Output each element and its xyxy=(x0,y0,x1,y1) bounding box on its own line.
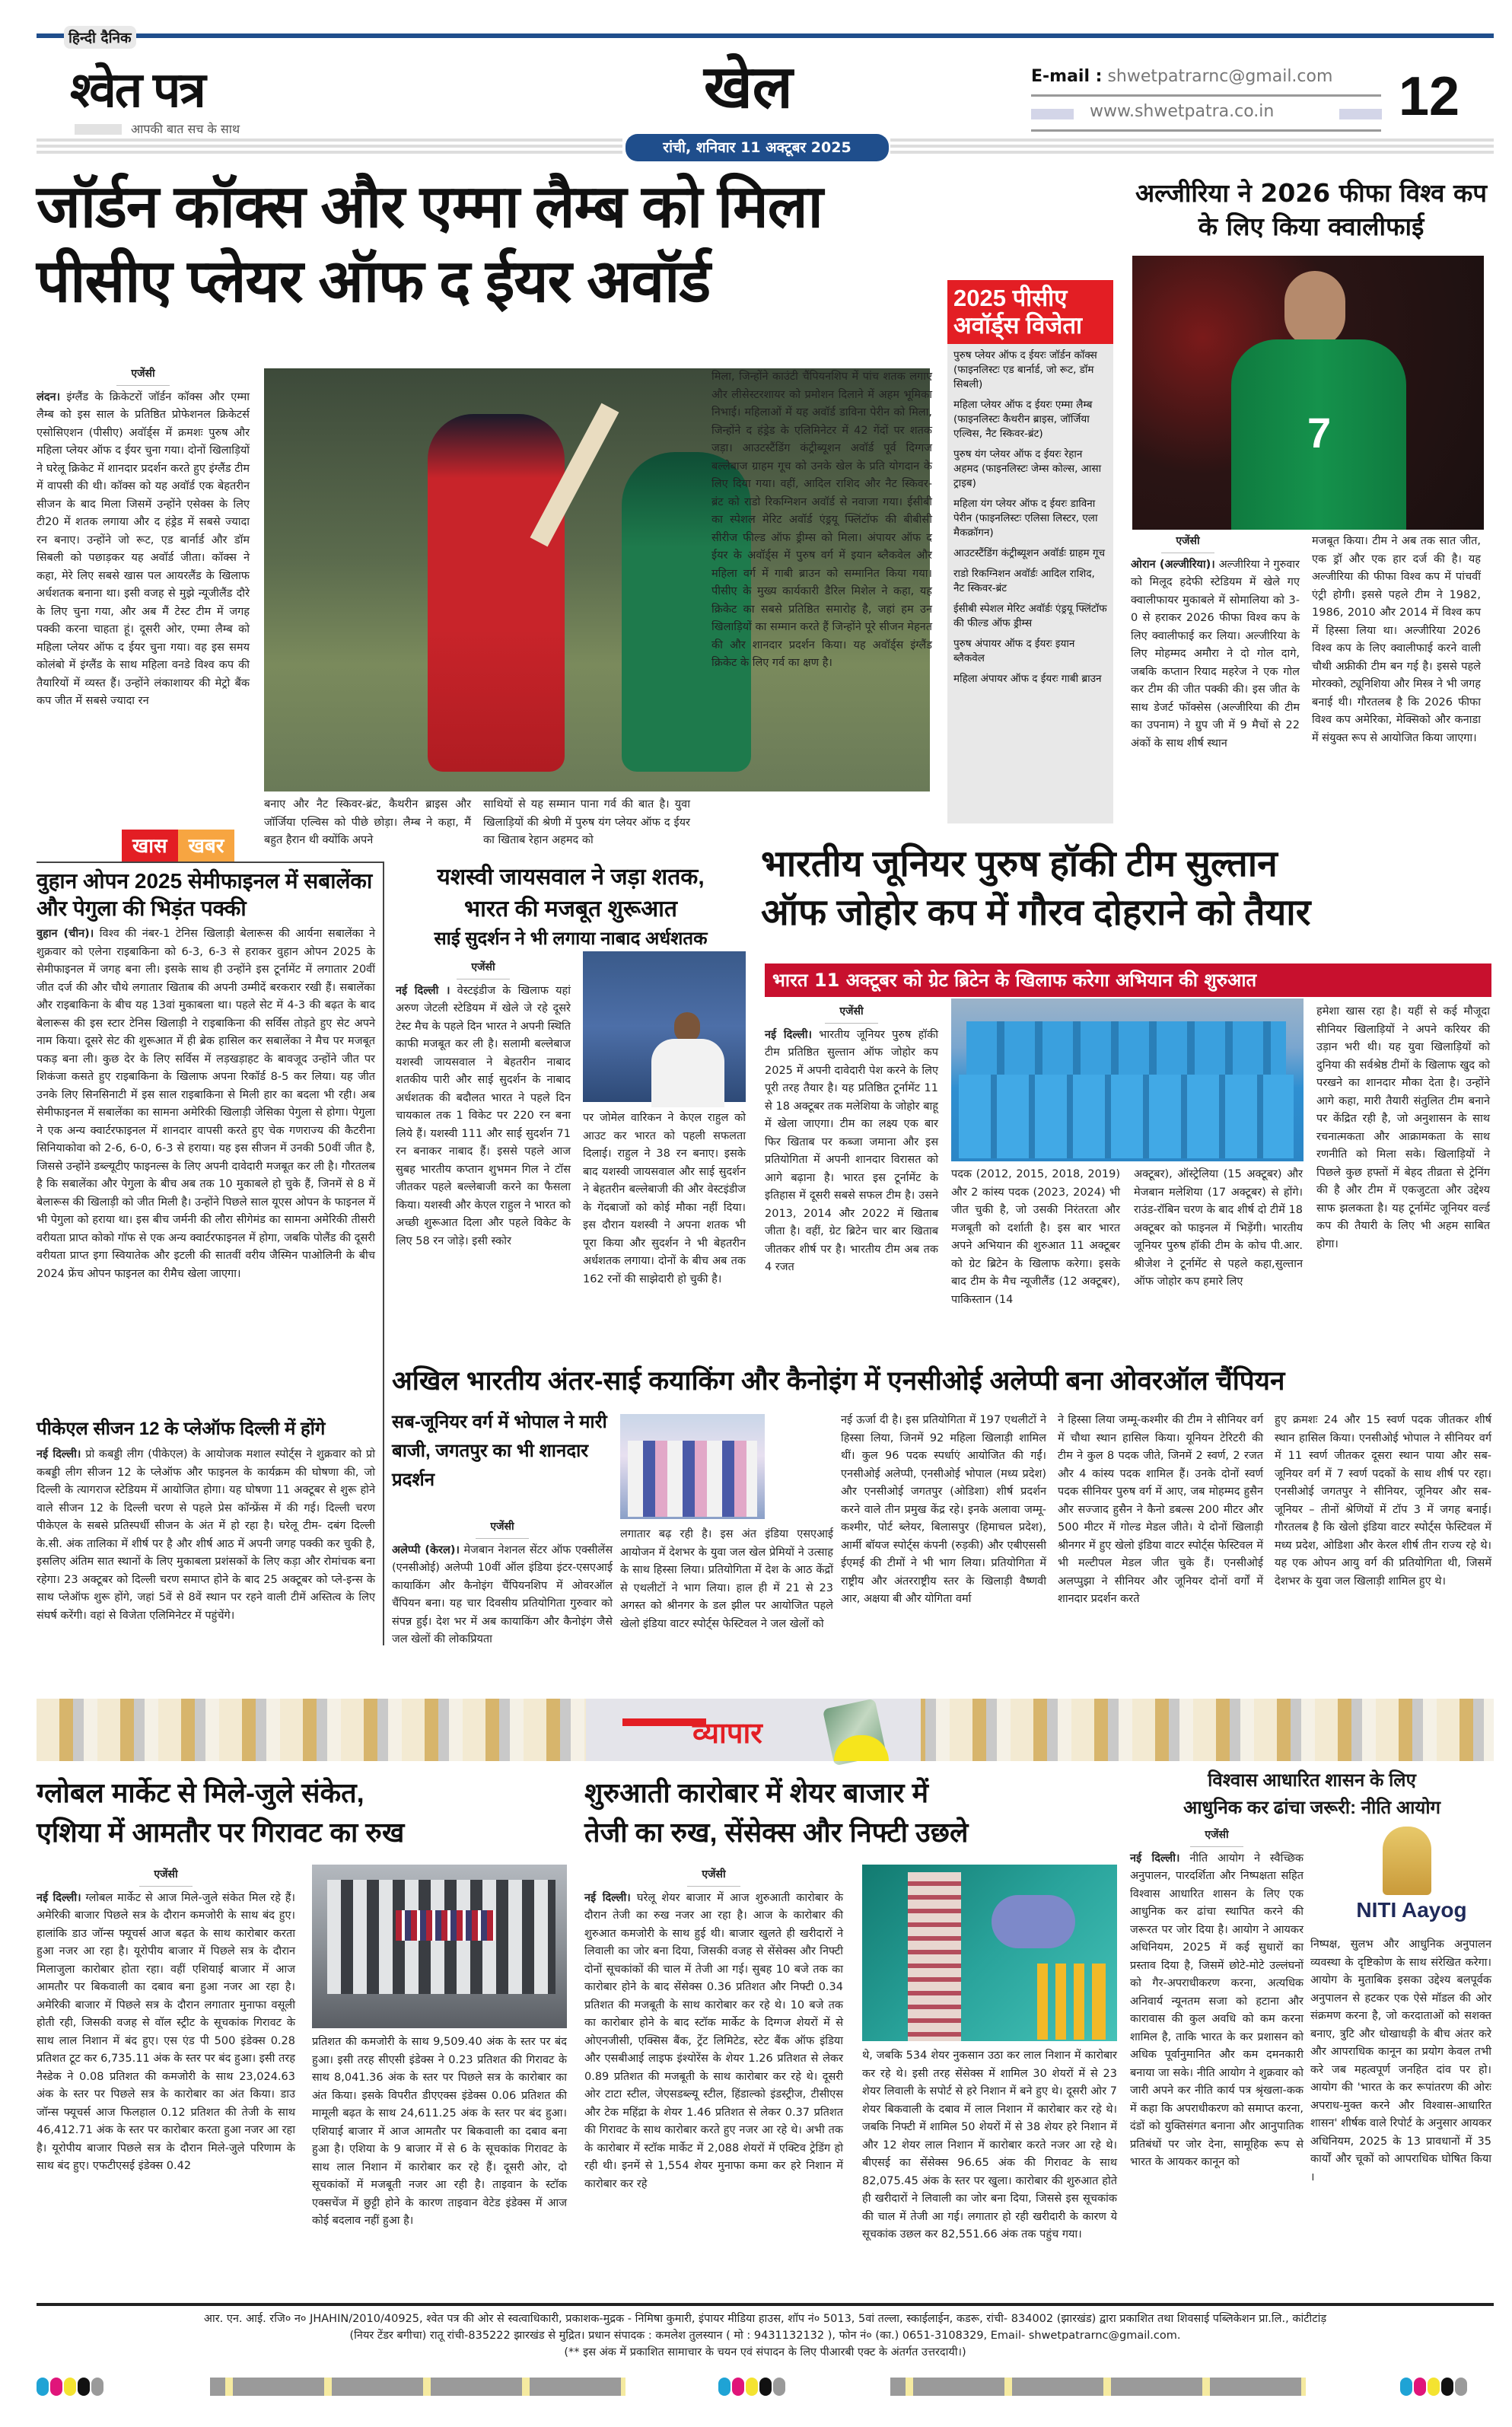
award-item: पुरुष यंग प्लेयर ऑफ द ईयरः रेहान अहमद (फाइनलिस्टः जेम्स कोल्स, आसा ट्राइब) xyxy=(953,448,1102,489)
growth-bars xyxy=(1037,1964,1106,2040)
global-market-headline-line1: ग्लोबल मार्केट से मिले-जुले संकेत, xyxy=(37,1777,364,1808)
footer-rule xyxy=(37,2303,1494,2306)
hockey-headline-line1: भारतीय जूनियर पुरुष हॉकी टीम सुल्तान xyxy=(761,844,1278,884)
niti-col2-text: निष्पक्ष, सुलभ और आधुनिक अनुपालन व्यवस्था के दृष्टिकोण के साथ संरेखित करेगा। आयोग के मुताबिक इसका उद्देश्य बलपूर्वक अनुपालन से हटकर एक ऐसे मॉडल की ओर संक्रमण करना है, जो करदाताओं को सशक्त बनाए, त्रुटि और धोखाधड़ी के बीच अंतर करे और आपराधिक कानून का प्रयोग केवल तभी करे जब महत्वपूर्ण जनहित दांव पर हो। आयोग की 'भारत के कर रूपांतरण की ओरः अपराध-मुक्त करने और विश्वास-आधारित शासन' शीर्षक वाले रिपोर्ट के अनुसार आयकर अधिनियम, 2025 के 13 प्रावधानों में 35 कार्यों और चूकों को आपराधिक घोषित किया । xyxy=(1310,1938,1491,2183)
algeria-headline: अल्जीरिया ने 2026 फीफा विश्व कप के लिए किया क्वालीफाई xyxy=(1135,178,1488,241)
kayak-col2-text: लगातार बढ़ रही है। इस अंत इंडिया एसएआई आयोजन में देशभर के युवा जल खेल प्रेमियों ने उत्साह के साथ हिस्सा लिया। प्रतियोगिता में देश के आठ केंद्रों से एथलीटों ने भाग लिया। हाल ही में 21 से 23 अगस्त को श्रीनगर के डल झील पर आयोजित पहले खेलो इंडिया वाटर स्पोर्ट्स फेस्टिवल ने जल खेलों को xyxy=(620,1528,833,1630)
kayak-subheadline-block xyxy=(392,1408,613,1514)
slogan-bar xyxy=(75,124,122,135)
niti-col1 xyxy=(1130,1827,1304,2292)
kayak-col4-text: ने हिस्सा लिया जम्मू-कश्मीर की टीम ने सीनियर वर्ग में चौथा स्थान हासिल किया। यूनियन टेरिटरी की टीम ने कुल 8 पदक जीते, जिनमें 2 स्वर्ण, 2 रजत और 4 कांस्य पदक शामिल हैं। उनके दोनों स्वर्ण पदक सीनियर पुरुष वर्ग में आए, जब मोहम्मद हुसैन और सज्जाद हुसैन ने कैनो डबल्स 200 मीटर और 500 मीटर में गोल्ड मेडल जीते। ये दोनों खिलाड़ी श्रीनगर में हुए खेलो इंडिया वाटर स्पोर्ट्स फेस्टिवल में भी मल्टीपल मेडल जीत चुके हैं। एनसीओई अलप्पुझा ने सीनियर और जूनियर दोनों वर्गों में शानदार प्रदर्शन करते xyxy=(1058,1414,1263,1605)
khas-khabar-rule xyxy=(37,862,383,863)
bull-market-photo xyxy=(862,1865,1117,2041)
jaiswal-photo xyxy=(583,951,746,1102)
niti-col2 xyxy=(1310,1936,1491,2292)
dateline: ओरान (अल्जीरिया)। xyxy=(1131,558,1215,571)
stock-exchange-photo xyxy=(312,1865,567,2028)
lead-col2-text: बनाए और नैट स्किवर-ब्रंट, कैथरीन ब्राइस और जॉर्जिया एल्विस को पीछे छोड़ा। लैम्ब ने कहा, मैं बहुत हैरान थी क्योंकि अपने xyxy=(264,798,471,846)
newspaper-title: श्वेत पत्र xyxy=(70,62,205,117)
global-market-col1 xyxy=(37,1866,295,2292)
website-bar-right xyxy=(1339,109,1382,119)
reg-dot-magenta xyxy=(732,2378,744,2396)
wuhan-story xyxy=(37,868,375,1416)
algeria-col1 xyxy=(1131,533,1300,823)
awards-list xyxy=(947,344,1113,697)
tagline-top: हिन्दी दैनिक xyxy=(64,26,136,49)
khas-label: खास xyxy=(122,830,178,862)
lead-col1 xyxy=(37,365,250,822)
dateline: नई दिल्ली। xyxy=(37,1448,81,1460)
business-label: व्यापार xyxy=(692,1718,762,1750)
hockey-banner: भारत 11 अक्टूबर को ग्रेट ब्रिटेन के खिलाफ करेगा अभियान की शुरुआत xyxy=(765,963,1491,997)
awards-title-line2: अवॉर्ड्स विजेता xyxy=(953,312,1083,339)
global-market-col1-text: ग्लोबल मार्केट से आज मिले-जुले संकेत मिल रहे हैं। अमेरिकी बाजार पिछले सत्र के दौरान कमजोरी के साथ बंद हुए। हालांकि डाउ जॉन्स फ्यूचर्स आज बढ़त के साथ कारोबार करता हुआ नजर आ रहा है। यूरोपीय बाजार में पिछले सत्र के दौरान मिलाजुला कारोबार होता रहा। वहीं एशियाई बाजार में आज आमतौर पर बिकवाली का दबाव बना हुआ नजर आ रहा है। अमेरिकी बाजार में पिछले सत्र के दौरान लगातार मुनाफा वसूली होती रही, जिसकी वजह से वॉल स्ट्रीट के सूचकांक गिरावट के साथ लाल निशान में बंद हुए। एस एंड पी 500 इंडेक्स 0.28 प्रतिशत टूट कर 6,735.11 अंक के स्तर पर बंद हुआ। इसी तरह नैस्डेक ने 0.08 प्रतिशत की कमजोरी के साथ 23,024.63 अंक के स्तर पर पिछले सत्र के कारोबार का अंत किया। डाउ जॉन्स फ्यूचर्स आज फिलहाल 0.12 प्रतिशत की तेजी के साथ 46,412.71 अंक के स्तर पर कारोबार करता हुआ नजर आ रहा है। यूरोपीय बाजार पिछले सत्र के दौरान मिले-जुले परिणाम के साथ बंद हुए। एफटीएसई इंडेक्स 0.42 xyxy=(37,1891,296,2172)
batter-figure xyxy=(428,414,565,772)
masthead xyxy=(0,0,1512,164)
dateline: नई दिल्ली। xyxy=(1130,1852,1180,1865)
award-item: आउटस्टैंडिंग कंट्रीब्यूशन अवॉर्डः ग्राहम गूच xyxy=(953,547,1106,559)
pkl-story xyxy=(37,1417,375,1645)
award-item: पुरुष प्लेयर ऑफ द ईयरः जॉर्डन कॉक्स (फाइनलिस्टः एड बार्नार्ड, जो रूट, डॉम सिबली) xyxy=(953,349,1097,390)
share-market-headline xyxy=(584,1773,1117,1852)
algeria-col2-text: मजबूत किया। टीम ने अब तक सात जीत, एक ड्रॉ और एक हार दर्ज की है। यह अल्जीरिया की फीफा विश्व कप में पांचवीं एंट्री होगी। इससे पहले टीम ने 1982, 1986, 2010 और 2014 में विश्व कप में हिस्सा लिया था। अल्जीरिया 2026 विश्व कप के लिए क्वालीफाई करने वाली चौथी अफ्रीकी टीम बन गई है। इससे पहले मोरक्को, ट्यूनिशिया और मिस्त्र ने भी जगह बनाई थी। गौरतलब है कि 2026 फीफा विश्व कप अमेरिका, मेक्सिको और कनाडा में संयुक्त रूप से आयोजित किया जाएगा। xyxy=(1312,535,1481,744)
reg-dot-yellow xyxy=(64,2378,76,2396)
dateline: नई दिल्ली । xyxy=(396,984,450,997)
kayak-col1 xyxy=(392,1518,613,1648)
dateline: अलेप्पी (केरल)। xyxy=(392,1543,460,1556)
awards-box-title xyxy=(947,280,1113,344)
email-link[interactable]: shwetpatrarnc@gmail.com xyxy=(1107,67,1333,86)
business-banner xyxy=(37,1699,1494,1761)
khabar-label: खबर xyxy=(178,830,235,862)
reg-dot-black xyxy=(1441,2378,1453,2396)
reg-dot-yellow xyxy=(1428,2378,1440,2396)
share-market-col2 xyxy=(862,2047,1117,2292)
pkl-body xyxy=(37,1446,375,1625)
registration-marks-left xyxy=(37,2378,135,2396)
reg-dot-magenta xyxy=(50,2378,62,2396)
agency-label: एजेंसी xyxy=(457,959,510,979)
registration-marks-center xyxy=(718,2378,817,2396)
registration-bar-right xyxy=(890,2378,1306,2396)
player-shirt-number: 7 xyxy=(1307,409,1332,457)
lead-col4 xyxy=(711,368,932,825)
global-market-col2 xyxy=(312,2034,567,2292)
global-market-headline xyxy=(37,1773,569,1852)
global-market-headline-line2: एशिया में आमतौर पर गिरावट का रुख xyxy=(37,1817,405,1848)
lead-col2 xyxy=(264,796,471,846)
lead-col4-text: मिला, जिन्होंने काउंटी चैंपियनशिप में पांच शतक लगाए और लीसेस्टरशायर को प्रमोशन दिलाने में अहम भूमिका निभाई। महिलाओं में यह अवॉर्ड डाविना पेरीन को मिला, जिन्होंने द हंड्रेड के एलिमिनेटर में 42 गेंदों पर शतक जड़ा। आउटस्टैंडिंग कंट्रीब्यूशन अवॉर्ड पूर्व दिग्गज बल्लेबाज ग्राहम गूच को उनके खेल के प्रति योगदान के लिए दिया गया। वहीं, आदिल राशिद और नैट स्किवर-ब्रंट को राडो रिकग्निशन अवॉर्ड से नवाजा गया। ईसीबी का स्पेशल मेरिट अवॉर्ड एंड्रयू फ्लिंटॉफ की बीबीसी सीरीज फील्ड ऑफ ड्रीम्स को मिला। अंपायर ऑफ द ईयर के अवॉर्ड्स में पुरुष वर्ग में इयान ब्लैकवेल और महिला वर्ग में गाबी ब्राउन को सम्मानित किया गया। पीसीए के मुख्य कार्यकारी डैरिल मिशेल ने कहा, यह क्रिकेट का सबसे प्रतिष्ठित समारोह है, जहां हम उन खिलाड़ियों का सम्मान करते हैं जिन्होंने पूरे सीजन मेहनत की और शानदार प्रदर्शन किया। यह अवॉर्ड्स इंग्लैंड क्रिकेट के लिए गर्व का क्षण है। xyxy=(711,371,932,669)
jaiswal-col2 xyxy=(583,1110,746,1353)
wuhan-headline: वुहान ओपन 2025 सेमीफाइनल में सबालेंका और पेगुला की भिड़ंत पक्की xyxy=(37,869,373,920)
kayak-subheadline: सब-जूनियर वर्ग में भोपाल ने मारी बाजी, जगतपुर का भी शानदार प्रदर्शन xyxy=(392,1412,607,1490)
award-item: महिला प्लेयर ऑफ द ईयरः एम्मा लैम्ब (फाइनलिस्टः कैथरीन ब्राइस, जॉर्जिया एल्विस, नैट स्किवर-ब्रंट) xyxy=(953,399,1093,440)
player-head xyxy=(1284,271,1345,347)
dateline: वुहान (चीन)। xyxy=(37,928,94,940)
jaiswal-col2-text: पर जोमेल वारिकन ने केएल राहुल को आउट कर भारत को पहली सफलता दिलाई। राहुल ने 38 रन बनाए। इसके बाद यशस्वी जायसवाल और साई सुदर्शन ने बेहतरीन बल्लेबाजी की और वेस्टइंडीज के गेंदबाजों को कोई मौका नहीं दिया। इस दौरान यशस्वी ने अपना शतक भी पूरा किया और सुदर्शन ने भी बेहतरीन अर्धशतक लगाया। दोनों के बीच अब तक 162 रनों की साझेदारी हो चुकी है। xyxy=(583,1112,746,1285)
niti-headline-line1: विश्वास आधारित शासन के लिए xyxy=(1208,1770,1416,1791)
lead-col3 xyxy=(483,796,690,846)
hockey-col1-text: भारतीय जूनियर पुरुष हॉकी टीम प्रतिष्ठित सुल्तान ऑफ जोहोर कप 2025 में अपनी दावेदारी पेश करने के लिए पूरी तरह तैयार है। यह प्रतिष्ठित टूर्नामेंट 11 से 18 अक्टूबर तक मलेशिया के जोहोर बाहू में खेला जाएगा। टीम का लक्ष्य एक बार फिर खिताब पर कब्जा जमाना और इस प्रतियोगिता में अपनी शानदार विरासत को आगे बढ़ाना है। भारत इस टूर्नामेंट के इतिहास में दूसरी सबसे सफल टीम है। उसने 2013, 2014 और 2022 में खिताब जीता है। वहीं, ग्रेट ब्रिटेन चार बार खिताब जीतकर शीर्ष पर है। भारतीय टीम अब तक 4 रजत xyxy=(765,1028,938,1273)
email-underline xyxy=(1031,94,1381,97)
dateline: लंदन। xyxy=(37,390,61,403)
lead-headline xyxy=(37,169,950,318)
athletes-group xyxy=(628,1441,757,1517)
kayak-col3 xyxy=(841,1412,1046,1648)
khas-khabar-badge xyxy=(122,830,234,862)
reg-dot-gray xyxy=(773,2378,785,2396)
agency-label: एजेंसी xyxy=(476,1518,529,1539)
dateline-badge: रांची, शनिवार 11 अक्टूबर 2025 xyxy=(625,134,889,161)
kayak-col4 xyxy=(1058,1412,1263,1648)
reg-dot-magenta xyxy=(1414,2378,1426,2396)
niti-headline xyxy=(1130,1767,1494,1822)
reg-dot-gray xyxy=(91,2378,103,2396)
website-underline xyxy=(1031,129,1381,132)
share-market-headline-line1: शुरुआती कारोबार में शेयर बाजार में xyxy=(584,1777,929,1808)
kayak-col1-text: मेजबान नेशनल सेंटर ऑफ एक्सीलेंस (एनसीओई) अलेप्पी 10वीं ऑल इंडिया इंटर-एसएआई कायाकिंग और कैनोइंग चैंपियनशिप में ओवरऑल चैंपियन बना। यह चार दिवसीय प्रतियोगिता गुरुवार को संपन्न हुई। देश भर में अब कायाकिंग और कैनोइंग जैसे जल खेलों की लोकप्रियता xyxy=(392,1543,613,1645)
reg-dot-gray xyxy=(1455,2378,1467,2396)
hockey-col1 xyxy=(765,1003,938,1353)
dateline: नई दिल्ली। xyxy=(584,1891,631,1904)
kayak-col3-text: नई ऊर्जा दी है। इस प्रतियोगिता में 197 एथलीटों ने हिस्सा लिया, जिनमें 92 महिला खिलाड़ी शामिल थीं। कुल 96 पदक स्पर्धाएं आयोजित की गईं। एनसीओई अलेप्पी, एनसीओई भोपाल (मध्य प्रदेश) और एनसीओई जगतपुर (ओडिशा) शीर्ष प्रदर्शन करने वाले तीन प्रमुख केंद्र रहे। इनके अलावा जम्मू-कश्मीर, पोर्ट ब्लेयर, बिलासपुर (हिमाचल प्रदेश), आर्मी बॉयज स्पोर्ट्स कंपनी (रुड़की) और एबीएससी ईएमई की टीमों ने भी भाग लिया। प्रतियोगिता में राष्ट्रीय और अंतरराष्ट्रीय स्तर के खिलाड़ी वैष्णवी आर, अक्षया बी और योगिता वर्मा xyxy=(841,1414,1046,1605)
building-shape xyxy=(908,1872,961,2041)
jaiswal-col1-text: वेस्टइंडीज के खिलाफ यहां अरुण जेटली स्टेडियम में खेले जे रहे दूसरे टेस्ट मैच के पहले दिन भारत ने अपनी स्थिति काफी मजबूत कर ली है। सलामी बल्लेबाज यशस्वी जायसवाल ने बेहतरीन नाबाद शतकीय पारी और साई सुदर्शन के नाबाद अर्धशतक की बदौलत भारत ने पहले दिन चायकाल तक 1 विकेट पर 220 रन बना लिये हैं। यशस्वी 111 और साई सुदर्शन 71 रन बनाकर नाबाद हैं। इससे पहले आज सुबह भारतीय कप्तान शुभमन गिल ने टॉस जीतकर पहले बल्लेबाजी करने का फैसला किया। यशस्वी और केएल राहुल ने भारत को अच्छी शुरूआत दिला और पहले विकेट के लिए 58 रन जोड़े। इसी स्कोर xyxy=(396,984,571,1247)
hockey-headline xyxy=(761,840,1491,938)
kayak-headline: अखिल भारतीय अंतर-साई कयाकिंग और कैनोइंग में एनसीओई अलेप्पी बना ओवरऑल चैंपियन xyxy=(392,1366,1285,1396)
hockey-headline-line2: ऑफ जोहोर कप में गौरव दोहराने को तैयार xyxy=(761,893,1311,933)
reg-dot-cyan xyxy=(1400,2378,1412,2396)
lead-col3-text: साथियों से यह सम्मान पाना गर्व की बात है। युवा खिलाड़ियों की श्रेणी में पुरुष यंग प्लेयर ऑफ द ईयर का खिताब रेहान अहमद को xyxy=(483,798,690,846)
dateline: नई दिल्ली। xyxy=(37,1891,81,1904)
niti-logo-text: NITI Aayog xyxy=(1356,1898,1467,1922)
email-label: E-mail : xyxy=(1031,67,1103,86)
agency-label: एजेंसी xyxy=(1190,1827,1243,1847)
rules-right xyxy=(890,139,1494,154)
kayak-col5-text: हुए क्रमशः 24 और 15 स्वर्ण पदक जीतकर शीर्ष स्थान हासिल किया। एनसीओई भोपाल ने सीनियर वर्ग में 11 स्वर्ण जीतकर दूसरा स्थान पाया और सब-जूनियर वर्ग में 7 स्वर्ण पदकों के साथ शीर्ष पर रहा। एनसीओई जगतपुर ने सीनियर, जूनियर और सब-जूनियर – तीनों श्रेणियों में टॉप 3 में जगह बनाई। गौरतलब है कि खेलो इंडिया वाटर स्पोर्ट्स फेस्टिवल में मध्य प्रदेश, ओडिशा और केरल शीर्ष तीन राज्य रहे थे। यह एक ओपन आयु वर्ग की प्रतियोगिता थी, जिसमें देशभर के युवा जल खिलाड़ी शामिल हुए थे। xyxy=(1275,1414,1491,1588)
batter-body xyxy=(651,1039,724,1107)
award-item: महिला यंग प्लेयर ऑफ द ईयरः डाविना पेरीन (फाइनलिस्टः एलिसा लिस्टर, एला मैकक्रॉगन) xyxy=(953,498,1098,539)
email-row xyxy=(1031,67,1332,86)
award-item: राडो रिकग्निशन अवॉर्डः आदिल राशिद, नैट स्किवर-ब्रंट xyxy=(953,568,1095,594)
emblem-icon xyxy=(1383,1827,1431,1895)
share-market-col1-text: घरेलू शेयर बाजार में आज शुरुआती कारोबार के दौरान तेजी का रुख नजर आ रहा है। आज के कारोबार की शुरुआत कमजोरी के साथ हुई थी। बाजार खुलते ही खरीदारों ने लिवाली का जोर बना दिया, जिसकी वजह से सेंसेक्स और निफ्टी दोनों सूचकांकों की चाल में तेजी आ गई। सुबह 10 बजे तक का कारोबार होने के बाद सेंसेक्स 0.36 प्रतिशत और निफ्टी 0.34 प्रतिशत की मजबूती के साथ कारोबार कर रहे थे। 10 बजे तक का कारोबार होने के बाद स्टॉक मार्केट के दिग्गज शेयरों में से ओएनजीसी, एक्सिस बैंक, ट्रेंट लिमिटेड, स्टेट बैंक ऑफ इंडिया और एसबीआई लाइफ इंश्योरेंस के शेयर 1.26 प्रतिशत से लेकर 0.89 प्रतिशत की मजबूती के साथ कारोबार कर रहे थे। दूसरी ओर टाटा स्टील, जेएसडब्ल्यू स्टील, हिंडाल्को इंडस्ट्रीज, टीसीएस और टेक महिंद्रा के शेयर 1.46 प्रतिशत से लेकर 0.37 प्रतिशत की गिरावट के साथ कारोबार करते हुए नजर आ रहे थे। अभी तक के कारोबार में स्टॉक मार्केट में 2,088 शेयरों में एक्टिव ट्रेडिंग हो रही थी। इनमें से 1,554 शेयर मुनाफा कमा कर हरे निशान में कारोबार कर रहे xyxy=(584,1891,844,2190)
award-item: पुरुष अंपायर ऑफ द ईयरः इयान ब्लैकवेल xyxy=(953,638,1075,664)
share-market-col1 xyxy=(584,1866,843,2292)
bull-shape xyxy=(992,1895,1075,1948)
reg-dot-cyan xyxy=(37,2378,49,2396)
reg-dot-black xyxy=(78,2378,90,2396)
masthead-top-rule xyxy=(37,33,1494,38)
award-item: महिला अंपायर ऑफ द ईयरः गाबी ब्राउन xyxy=(953,673,1102,685)
jaiswal-headline-line2: भारत की मजबूत शुरूआत xyxy=(464,897,677,922)
hockey-col2-text: पदक (2012, 2015, 2018, 2019) और 2 कांस्य पदक (2023, 2024) भी जीत चुकी है, जो उसकी निरंतरता और मजबूती को दर्शाती है। इस बार भारत अपने अभियान की शुरुआत 11 अक्टूबर को ग्रेट ब्रिटेन के खिलाफ करेगा। इसके बाद टीम के मैच न्यूजीलैंड (12 अक्टूबर), पाकिस्तान (14 xyxy=(951,1168,1120,1306)
rules-left xyxy=(37,139,622,154)
jaiswal-subheadline: साई सुदर्शन ने भी लगाया नाबाद अर्धशतक xyxy=(434,928,708,949)
team-front-row xyxy=(959,1075,1294,1158)
agency-label: एजेंसी xyxy=(139,1866,193,1887)
slogan: आपकी बात सच के साथ xyxy=(131,122,240,136)
hockey-team-photo xyxy=(951,999,1304,1161)
share-market-headline-line2: तेजी का रुख, सेंसेक्स और निफ्टी उछले xyxy=(584,1817,969,1848)
footballer-photo xyxy=(1132,256,1484,530)
footer-imprint xyxy=(37,2311,1494,2361)
hockey-col4 xyxy=(1316,1003,1490,1353)
global-market-col2-text: प्रतिशत की कमजोरी के साथ 9,509.40 अंक के स्तर पर बंद हुआ। इसी तरह सीएसी इंडेक्स ने 0.23 प्रतिशत की गिरावट के साथ 8,041.36 अंक के स्तर पर पिछले सत्र के कारोबार का अंत किया। इसके विपरीत डीएएक्स इंडेक्स 0.06 प्रतिशत की मामूली बढ़त के साथ 24,611.25 अंक के स्तर पर बंद हुआ। एशियाई बाजार में आज आमतौर पर बिकवाली का दबाव बना हुआ है। एशिया के 9 बाजार में से 6 के सूचकांक गिरावट के साथ लाल निशान में कारोबार कर रहे हैं। दूसरी ओर, दो सूचकांकों में मजबूती नजर आ रही है। ताइवान के स्टॉक एक्सचेंज में छुट्टी होने के कारण ताइवान वेटेड इंडेक्स में आज कोई बदलाव नहीं हुआ है। xyxy=(312,2036,567,2227)
reg-dot-black xyxy=(759,2378,772,2396)
website-link[interactable]: www.shwetpatra.co.in xyxy=(1090,102,1275,121)
hockey-col4-text: हमेशा खास रहा है। यहीं से कई मौजूदा सीनियर खिलाड़ियों ने अपने करियर की उड़ान भरी थी। यह युवा खिलाड़ियों को दुनिया की सर्वश्रेष्ठ टीमों के खिलाफ खुद को परखने का शानदार मौका देता है। उन्होंने आगे कहा, मारी तैयारी संतुलित टीम बनाने पर केंद्रित रही है, जो अनुशासन के साथ रचनात्मकता और आक्रामकता के साथ रणनीति को मिला सके। खिलाड़ियों ने पिछले कुछ हफ्तों में बेहद तीव्रता से ट्रेनिंग की है और टीम में एकजुटता और उद्देश्य साफ झलकता है। यह टूर्नामेंट जूनियर वर्ल्ड कप की तैयारी के लिए भी अहम साबित होगा। xyxy=(1316,1005,1490,1250)
lead-col1-text: इंग्लैंड के क्रिकेटरों जॉर्डन कॉक्स और एम्मा लैम्ब को इस साल के प्रतिष्ठित प्रोफेशनल क्रिकेटर्स एसोसिएशन (पीसीए) अवॉर्ड्स में क्रमशः पुरुष और महिला प्लेयर ऑफ द ईयर चुना गया। दोनों खिलाड़ियों ने घरेलू क्रिकेट में शानदार प्रदर्शन करते हुए इंग्लैंड टीम में वापसी की थी। कॉक्स को यह अवॉर्ड एक बेहतरीन सीजन के बाद मिला जिसमें उन्होंने एसेक्स के लिए टी20 में शतक लगाया और द हंड्रेड में सबसे ज्यादा रन बनाए। उन्होंने जो रूट, एड बार्नार्ड और डॉम सिबली को पछाड़कर यह अवॉर्ड जीता। कॉक्स ने कहा, मेरे लिए सबसे खास पल आयरलैंड के खिलाफ अर्धशतक बनाना था। इसी वजह से मुझे न्यूजीलैंड दौरे के लिए चुना गया, और अब मैं टेस्ट टीम में जगह पक्की करना चाहता हूं। दूसरी ओर, एम्मा लैम्ब को महिला प्लेयर ऑफ द ईयर चुना गया। वह इस समय कोलंबो में इंग्लैंड के साथ महिला वनडे विश्व कप की तैयारियों में व्यस्त हैं। उन्होंने लंकाशायर की मेट्रो बैंक कप जीत में सबसे ज्यादा रन xyxy=(37,390,250,707)
website-bar-left xyxy=(1031,109,1074,119)
lead-headline-line1: जॉर्डन कॉक्स और एम्मा लैम्ब को मिला xyxy=(37,173,823,240)
algeria-col1-text: अल्जीरिया ने गुरुवार को मिलूद हदेफी स्टेडियम में खेले गए क्वालीफायर मुकाबले में सोमालिया को 3-0 से हराकर 2026 फीफा विश्व कप के लिए क्वालीफाई कर लिया। अल्जीरिया के लिए मोहम्मद अमौरा ने दो गोल दागे, जबकि कप्तान रियाद महरेज ने एक गोल कर टीम की जीत पक्की की। इस जीत के साथ डेजर्ट फॉक्सेस (अल्जीरिया की टीम का उपनाम) ने ग्रुप जी में 9 मैचों से 22 अंकों के साथ शीर्ष स्थान xyxy=(1131,558,1300,750)
kayak-col5 xyxy=(1275,1412,1491,1648)
pkl-text: प्रो कबड्डी लीग (पीकेएल) के आयोजक मशाल स्पोर्ट्स ने शुक्रवार को प्रो कबड्डी लीग सीजन 12 के प्लेऑफ और फाइनल के कार्यक्रम की घोषणा की, जो दिल्ली के त्यागराज स्टेडियम में आयोजित होगा। यह घोषणा 11 अक्टूबर से शुरू होने वाले सीजन 12 के दिल्ली चरण से पहले प्रेस कॉन्फ्रेंस में की गई। दिल्ली चरण पीकेएल के सबसे प्रतिस्पर्धी सीजन के अंत में हो रहा है। घरेलू टीम- दबंग दिल्ली के.सी. अंक तालिका में शीर्ष पर है और शीर्ष आठ में अपनी जगह पक्की कर चुकी है, इसलिए अंतिम सात स्थानों के लिए मुकाबला प्रशंसकों के लिए कड़ा और रोमांचक बना रहेगा। 23 अक्टूबर को दिल्ली चरण समाप्त होने के बाद 25 अक्टूबर को प्ले-इन्स के साथ प्लेऑफ शुरू होंगे, जहां 5वें से 8वें स्थान पर रहने वाली टीमें अस्तित्व के लिए संघर्ष करेंगी। वहां से विजेता एलिमिनेटर में पहुंचेंगे। xyxy=(37,1448,376,1622)
imprint-line3: (** इस अंक में प्रकाशित सामाचार के चयन एवं संपादन के लिए पीआरबी एक्ट के अंतर्गत उत्तरदायी।) xyxy=(564,2346,966,2359)
algeria-col2 xyxy=(1312,533,1481,823)
awards-title-line1: 2025 पीसीए xyxy=(953,285,1068,311)
hockey-col3 xyxy=(1134,1166,1303,1353)
agency-label: एजेंसी xyxy=(1161,533,1214,553)
kayak-team-photo xyxy=(620,1414,765,1519)
lead-headline-line2: पीसीए प्लेयर ऑफ द ईयर अवॉर्ड xyxy=(37,247,711,314)
imprint-line2: (नियर टेंडर बगीचा) रातू रांची-835222 झारखंड से मुद्रित। प्रधान संपादक : कमलेश तुलस्यान ( मो : 9431132132 ), फोन नं० (का.) 0651-3108329, Email- shwetpatrarnc@gmail.com. xyxy=(349,2330,1181,2342)
reg-dot-cyan xyxy=(718,2378,731,2396)
jaiswal-col1 xyxy=(396,959,571,1355)
wuhan-text: विश्व की नंबर-1 टेनिस खिलाड़ी बेलारूस की आर्यना सबालेंका ने शुक्रवार को एलेना राइबाकिना को 6-3, 6-3 से हराकर वुहान ओपन 2025 के सेमीफाइनल में जगह बना ली। इसके साथ ही उन्होंने इस टूर्नामेंट में लगातार 20वीं जीत दर्ज की और चौथे लगातार खिताब की अपनी उम्मीदें बरकरार रखी हैं। सबालेंका और राइबाकिना के बीच यह 13वां मुकाबला था। पहले सेट में 4-3 की बढ़त के बाद बेलारूस की इस स्टार टेनिस खिलाड़ी ने राइबाकिना की सर्विस तोड़ते हुए सेट अपने नाम किया। दूसरे सेट की शुरूआत में ही ब्रेक हासिल कर सबालेंका ने मैच पर मजबूत पकड़ बना ली। कुछ देर के लिए सर्विस में लड़खड़ाहट के बावजूद उन्होंने जीत पर शिकंजा कसते हुए राइबाकिना के खिलाफ अपना रिकॉर्ड 8-5 कर लिया। यह जीत उनके लिए सिनसिनाटी में इस साल राइबाकिना से मिली हार का बदला भी रही। अब सेमीफाइनल में सबालेंका का सामना अमेरिकी खिलाड़ी जेसिका पेगुला से होगा। पेगुला ने एक अन्य क्वार्टरफाइनल में शानदार वापसी करते हुए चेक गणराज्य की कैटरीना सिनियाकोवा को 2-6, 6-0, 6-3 से हराया। यह इस सीजन में उनकी 50वीं जीत है, जिससे उन्होंने डब्ल्यूटीए फाइनल्स के लिए अपनी दावेदारी मजबूत कर ली है। गौरतलब है कि सबालेंका और पेगुला के बीच अब तक 10 मुकाबले हो चुके हैं, जिनमें से 8 में बेलारूस की खिलाड़ी को जीत मिली है। उन्होंने पिछले साल यूएस ओपन के फाइनल में भी पेगुला को हराया था। इस बीच जर्मनी की लौरा सीगेमंड का सामना अमेरिकी तीसरी वरीयता प्राप्त कोको गॉफ से एक अन्य क्वार्टरफाइनल में होगा, जबकि पोलैंड की दूसरी वरीयता प्राप्त इगा स्वियातेक और इटली की सातवीं वरीय जैस्मिन पाओलिनी के बीच 2024 फ्रेंच ओपन फाइनल का रीमैच खेला जाएगा। xyxy=(37,928,375,1280)
page-number: 12 xyxy=(1399,66,1460,127)
agency-label: एजेंसी xyxy=(116,365,170,386)
khas-khabar-divider xyxy=(383,862,384,1645)
jaiswal-headline xyxy=(392,862,750,953)
registration-marks-right xyxy=(1400,2378,1494,2396)
awards-box xyxy=(947,280,1113,823)
hockey-col3-text: अक्टूबर), ऑस्ट्रेलिया (15 अक्टूबर) और मेजबान मलेशिया (17 अक्टूबर) से होंगे। राउंड-रॉबिन चरण के बाद शीर्ष दो टीमें 18 अक्टूबर को फाइनल में भिड़ेंगी। भारतीय जूनियर पुरुष हॉकी टीम के कोच पी.आर. श्रीजेश ने टूर्नामेंट से पहले कहा,सुल्तान ऑफ जोहोर कप हमारे लिए xyxy=(1134,1168,1303,1288)
wuhan-body xyxy=(37,925,375,1283)
reg-dot-yellow xyxy=(746,2378,758,2396)
award-item: ईसीबी स्पेशल मेरिट अवॉर्डः एंड्रयू फ्लिंटॉफ की फील्ड ऑफ ड्रीम्स xyxy=(953,603,1107,629)
jaiswal-headline-line1: यशस्वी जायसवाल ने जड़ा शतक, xyxy=(437,865,705,890)
batter-head xyxy=(674,1012,700,1043)
agency-label: एजेंसी xyxy=(825,1003,878,1024)
registration-bar-left xyxy=(210,2378,625,2396)
share-market-col2-text: थे, जबकि 534 शेयर नुकसान उठा कर लाल निशान में कारोबार कर रहे थे। इसी तरह सेंसेक्स में शामिल 30 शेयरों में से 23 शेयर लिवाली के सपोर्ट से हरे निशान में बने हुए थे। दूसरी ओर 7 शेयर बिकवाली के दबाव में लाल निशान में कारोबार कर रहे थे। जबकि निफ्टी में शामिल 50 शेयरों में से 38 शेयर हरे निशान में और 12 शेयर लाल निशान में कारोबार करते नजर आ रहे थे। बीएसई का सेंसेक्स 96.65 अंक की गिरावट के साथ 82,075.45 अंक के स्तर पर खुला। कारोबार की शुरुआत होते ही खरीदारों ने लिवाली का जोर बना दिया, जिससे इस सूचकांक की चाल में तेजी आ गई। लगातार हो रही खरीदारी के कारण ये सूचकांक उछल कर 82,551.66 अंक तक पहुंच गया। xyxy=(862,2050,1117,2241)
niti-headline-line2: आधुनिक कर ढांचा जरूरी: नीति आयोग xyxy=(1183,1798,1441,1818)
dateline: नई दिल्ली। xyxy=(765,1028,812,1041)
team-back-row xyxy=(966,1021,1286,1075)
imprint-line1: आर. एन. आई. रजि० न० JHAHIN/2010/40925, श्वेत पत्र की ओर से स्वत्वाधिकारी, प्रकाशक-मुद्रक - निमिषा कुमारी, इंपायर मीडिया हाउस, शॉप नं० 5013, 5वां तल्ला, स्काईलाईन, कडरू, रांची- 834002 (झारखंड) द्वारा प्रकाशित तथा शिवसाई पब्लिकेशन प्रा.लि., कांटीटांड़ xyxy=(203,2313,1327,2325)
hockey-col2 xyxy=(951,1166,1120,1353)
niti-col1-text: नीति आयोग ने स्वैच्छिक अनुपालन, पारदर्शिता और निष्पक्षता सहित विश्वास आधारित शासन के लिए एक आधुनिक कर ढांचा स्थापित करने की जरूरत पर जोर दिया है। आयोग ने आयकर अधिनियम, 2025 में कई सुधारों का प्रस्ताव दिया है, जिसमें छोटे-मोटे उल्लंघनों को गैर-अपराधीकरण करना, अत्यधिक अनिवार्य न्यूनतम सजा को हटाना और कारावास की कुल अवधि को कम करना शामिल है, ताकि भारत के कर प्रशासन को अधिक पूर्वानुमानित और कम दमनकारी बनाया जा सके। नीति आयोग ने शुक्रवार को जारी अपने कर नीति कार्य पत्र श्रृंखला-कक में कहा कि अपराधीकरण को समाप्त करना, दंडों को युक्तिसंगत बनाना और आनुपातिक प्रतिबंधों पर जोर देना, सामूहिक रूप से भारत के आयकर कानून को xyxy=(1130,1852,1304,2168)
agency-label: एजेंसी xyxy=(687,1866,740,1887)
flags xyxy=(396,1910,495,1941)
kayak-col2 xyxy=(620,1526,833,1648)
pkl-headline: पीकेएल सीजन 12 के प्लेऑफ दिल्ली में होंगे xyxy=(37,1419,326,1439)
section-title: खेल xyxy=(704,53,793,120)
